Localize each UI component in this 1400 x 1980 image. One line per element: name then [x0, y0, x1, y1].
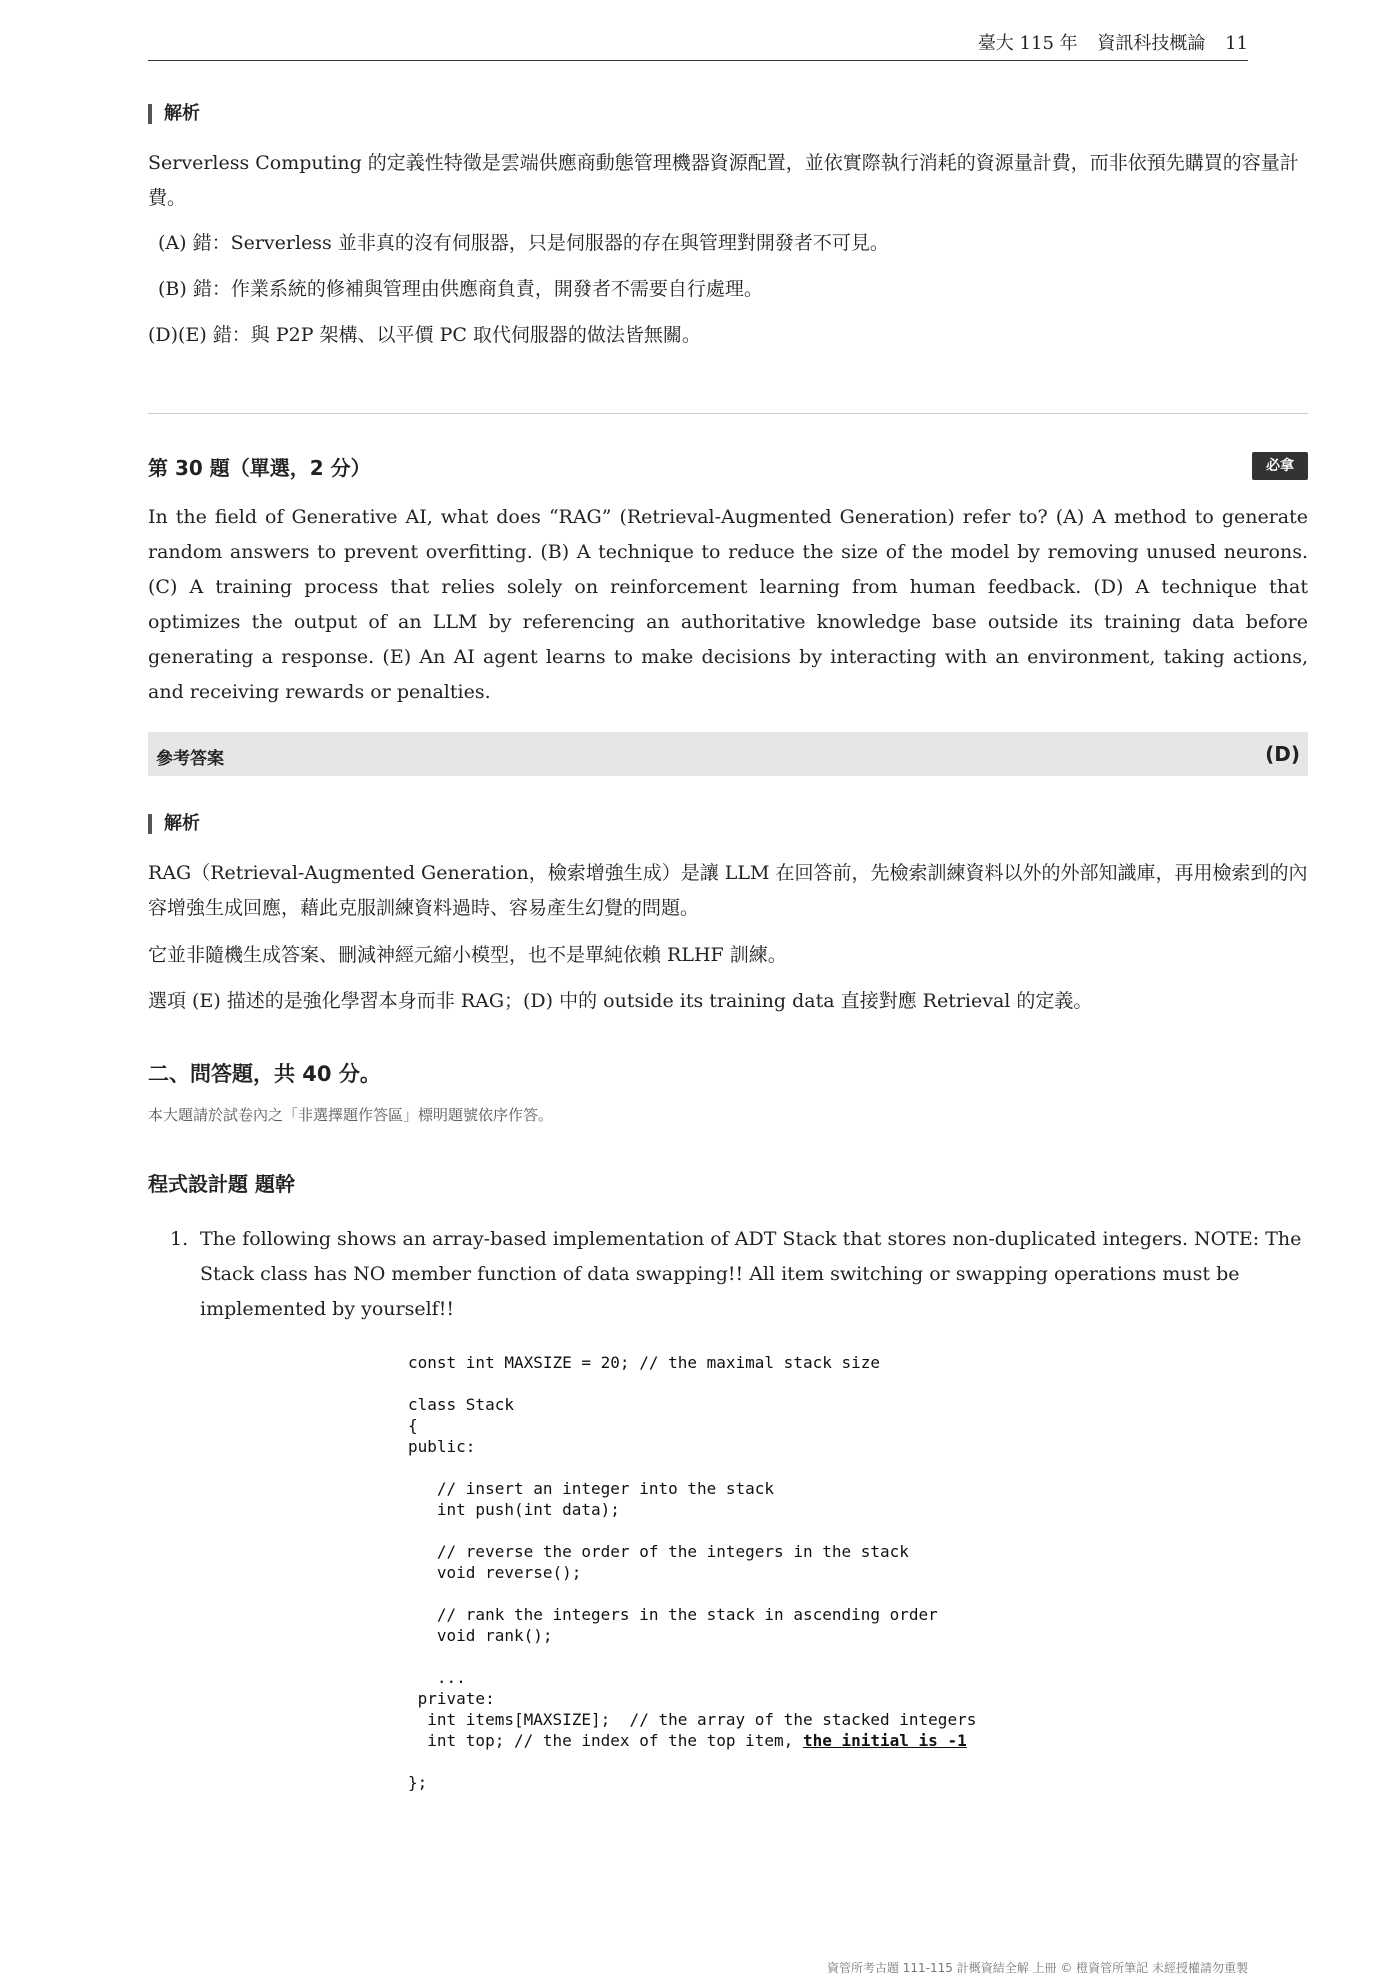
answer-value: (D) — [1265, 742, 1300, 766]
code-end: }; — [408, 1773, 428, 1792]
list-item-text: The following shows an array-based implementation of ADT Stack that stores non-duplicated integers. NOTE: The Stack class has NO member function of data swapping!! All item switching or swapping operations must be implemented by yourself!! — [200, 1228, 1302, 1320]
analysis-option-b: (B) 錯：作業系統的修補與管理由供應商負責，開發者不需要自行處理。 — [158, 278, 763, 300]
part2-heading: 二、問答題，共 40 分。 — [148, 1062, 381, 1086]
list-item-number: 1. — [170, 1228, 189, 1250]
reference-answer-bar — [148, 732, 1308, 776]
programming-heading: 程式設計題 題幹 — [148, 1172, 295, 1196]
page-header — [148, 34, 1248, 61]
analysis-paragraph: Serverless Computing 的定義性特徵是雲端供應商動態管理機器資源配置，並依實際執行消耗的資源量計費，而非依預先購買的容量計費。 — [148, 152, 1299, 209]
analysis-label: 解析 — [148, 104, 200, 124]
analysis2-paragraph-3: 選項 (E) 描述的是強化學習本身而非 RAG；(D) 中的 outside its training data 直接對應 Retrieval 的定義。 — [148, 990, 1093, 1012]
code-block — [408, 1352, 1068, 1793]
header-school-year: 臺大 115 年 — [977, 33, 1078, 54]
analysis2-paragraph-1: RAG（Retrieval-Augmented Generation，檢索增強生成）是讓 LLM 在回答前，先檢索訓練資料以外的外部知識庫，再用檢索到的內容增強生成回應，藉此克服訓練資料過時、容易產生幻覺的問題。 — [148, 862, 1308, 919]
analysis-option-a: (A) 錯：Serverless 並非真的沒有伺服器，只是伺服器的存在與管理對開發者不可見。 — [158, 232, 889, 254]
page-footer: 資管所考古題 111-115 計概資結全解 上冊 © 橙資管所筆記 未經授權請勿重製 — [826, 1961, 1248, 1975]
code-underlined-text: the initial is -1 — [802, 1731, 967, 1750]
part2-note: 本大題請於試卷內之「非選擇題作答區」標明題號依序作答。 — [148, 1106, 554, 1124]
list-item — [170, 1222, 1310, 1327]
question-text: In the field of Generative AI, what does “RAG” (Retrieval-Augmented Generation) refer to? (A) A method to generate random answers to prevent overfitting. (B) A technique to reduce the size of the model by removing unused neurons. (C) A training process that relies solely on reinforcement learning from human feedback. (D) A technique that optimizes the output of an LLM by referencing an authoritative knowledge base outside its training data before generating a response. (E) An AI agent learns to make decisions by interacting with an environment, taking actions, and receiving rewards or penalties. — [148, 506, 1308, 703]
analysis2-paragraph-2: 它並非隨機生成答案、刪減神經元縮小模型，也不是單純依賴 RLHF 訓練。 — [148, 944, 787, 966]
analysis-option-de: (D)(E) 錯：與 P2P 架構、以平價 PC 取代伺服器的做法皆無關。 — [148, 324, 701, 346]
header-subject: 資訊科技概論 — [1097, 33, 1206, 54]
must-get-badge: 必拿 — [1252, 452, 1308, 480]
header-page-number: 11 — [1225, 33, 1248, 54]
code-main: const int MAXSIZE = 20; // the maximal stack size class Stack { public: // insert an integer into the stack int push(int data); // reverse the order of the integers in the stack void reverse(); // rank the integers in the stack in ascending order void rank(); ... private: int items[MAXSIZE]; // the array of the stacked integers int top; // the index of the top item, — [408, 1353, 977, 1750]
section-divider — [148, 413, 1308, 414]
answer-label: 參考答案 — [156, 749, 224, 769]
analysis-label-2: 解析 — [148, 814, 200, 834]
question-title: 第 30 題（單選，2 分） — [148, 456, 371, 480]
